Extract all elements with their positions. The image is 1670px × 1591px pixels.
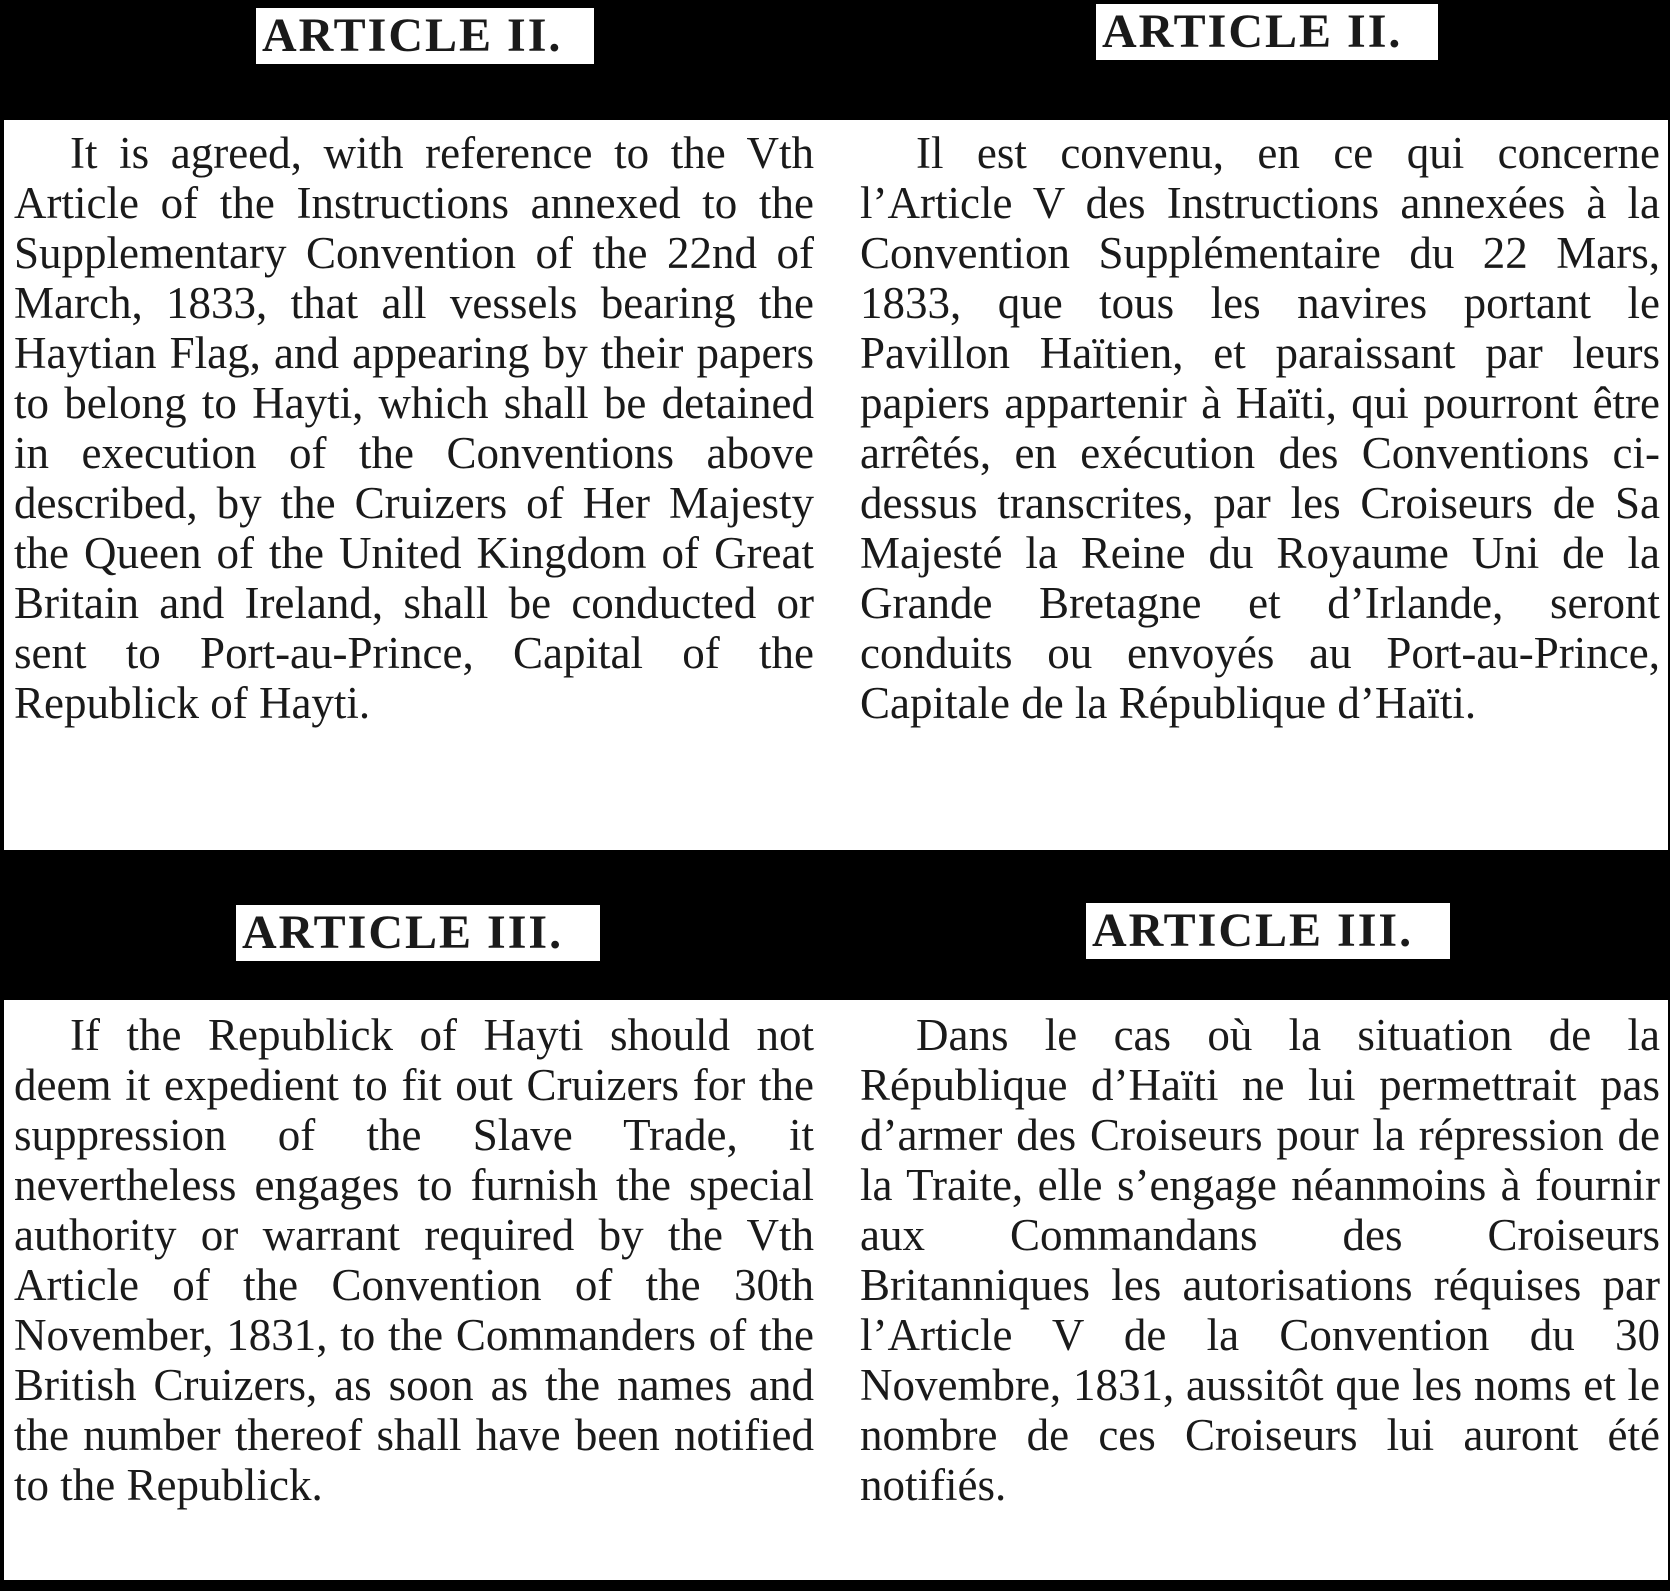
article-2-english-paragraph: It is agreed, with reference to the Vth Article of the Instructions annexed to the Supplementary Convention of the 22nd of March, 1833, that all vessels bearing the Haytian Flag, and appearing by their papers to belong to Hayti, which shall be detained in execution of the Conventions above described, by the Cruizers of Her Majesty the Queen of the United Kingdom of Great Britain and Ireland, shall be conducted or sent to Port-au-Prince, Capital of the Republick of Hayti. [14,128,814,728]
article-3-english-column [14,1000,814,1510]
article-3-heading-french: ARTICLE III. [1086,903,1450,959]
article-3-french-column [860,1000,1660,1510]
article-3-text-panel [4,1000,1668,1580]
article-3-heading-english: ARTICLE III. [236,905,600,961]
article-2-heading-french: ARTICLE II. [1096,4,1438,60]
article-2-text-panel [4,120,1668,850]
article-2-french-column [860,120,1660,728]
article-2-french-paragraph: Il est convenu, en ce qui concerne l’Article V des Instructions annexées à la Convention Supplémentaire du 22 Mars, 1833, que tous les navires portant le Pavillon Haïtien, et paraissant par leurs papiers appartenir à Haïti, qui pourront être arrêtés, en exécution des Conventions ci-dessus transcrites, par les Croiseurs de Sa Majesté la Reine du Royaume Uni de la Grande Bretagne et d’Irlande, seront conduits ou envoyés au Port-au-Prince, Capitale de la République d’Haïti. [860,128,1660,728]
article-2-heading-english: ARTICLE II. [256,8,594,64]
article-3-english-paragraph: If the Republick of Hayti should not deem it expedient to fit out Cruizers for the suppression of the Slave Trade, it nevertheless engages to furnish the special authority or warrant required by the Vth Article of the Convention of the 30th November, 1831, to the Commanders of the British Cruizers, as soon as the names and the number thereof shall have been notified to the Republick. [14,1010,814,1510]
article-2-english-column [14,120,814,728]
article-3-french-paragraph: Dans le cas où la situation de la République d’Haïti ne lui permettrait pas d’armer des Croiseurs pour la répression de la Traite, elle s’engage néanmoins à fournir aux Commandans des Croiseurs Britanniques les autorisations réquises par l’Article V de la Convention du 30 Novembre, 1831, aussitôt que les noms et le nombre de ces Croiseurs lui auront été notifiés. [860,1010,1660,1510]
